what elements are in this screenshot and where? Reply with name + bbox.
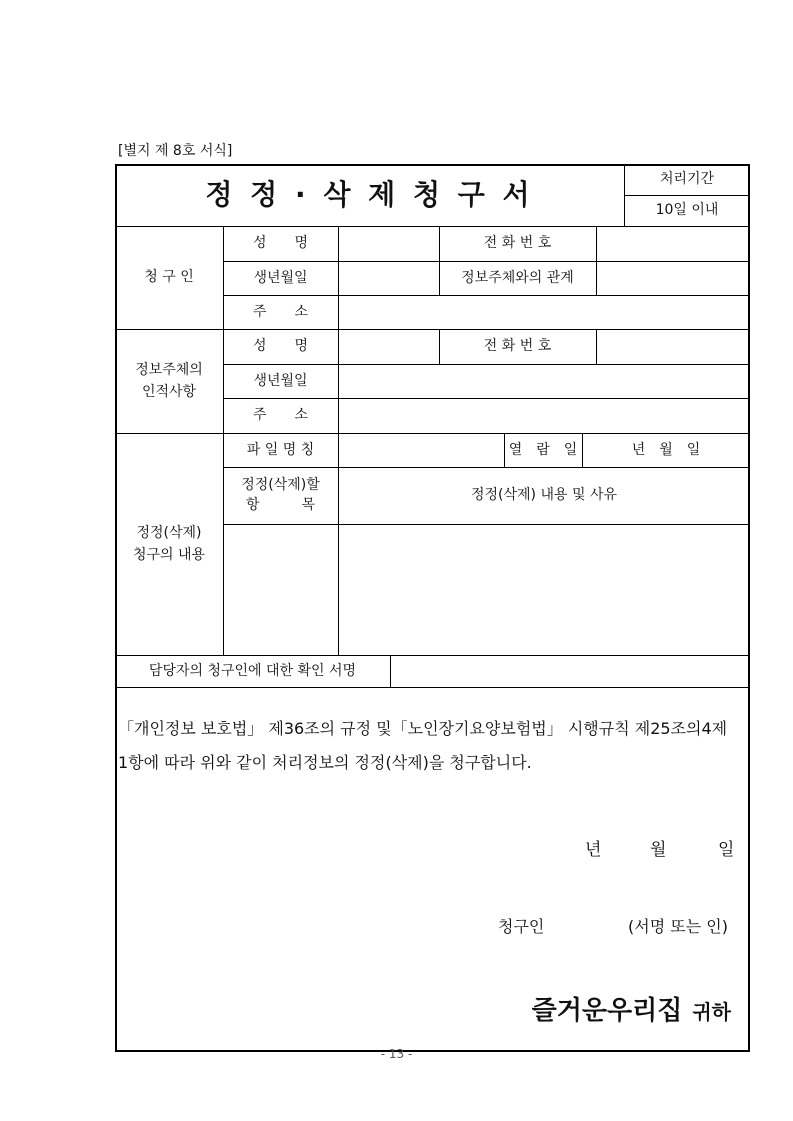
item-label-line2: 항 목 [245,496,316,513]
recipient [532,990,731,1027]
date-month: 월 [650,840,667,860]
content-label: 정정(삭제) 내용 및 사유 [471,487,617,504]
signature-note: (서명 또는 인) [628,917,728,936]
file-name-label: 파 일 명 칭 [246,441,315,458]
processing-value: 10일 이내 [655,202,719,219]
view-date-value: 년 월 일 [631,441,701,458]
subject-address-label: 주 소 [252,407,309,424]
recipient-suffix: 귀하 [692,1000,731,1024]
subject-section-line2: 인적사항 [141,384,197,400]
requester-birth-label: 생년월일 [253,269,308,286]
divider [338,226,339,655]
requester-name-label: 성 명 [252,235,309,252]
processing-label: 처리기간 [659,171,715,188]
form-label: [별지 제 8호 서식] [118,143,233,159]
item-label-line1: 정정(삭제)할 [241,476,320,493]
divider [115,687,750,688]
divider [390,655,391,687]
divider [223,524,750,525]
date-day: 일 [718,840,735,860]
request-section-line1: 정정(삭제) [136,524,202,541]
item-label [223,467,338,524]
subject-phone-label: 전 화 번 호 [483,338,552,355]
requester-relation-label: 정보주체와의 관계 [461,269,574,286]
requester-section-label: 청 구 인 [144,269,194,286]
requester-address-label: 주 소 [252,303,309,320]
page-number: - 13 - [380,1047,413,1061]
declaration-line2: 1항에 따라 위와 같이 처리정보의 정정(삭제)을 청구합니다. [118,753,532,772]
view-date-label: 열 람 일 [508,441,578,458]
signature-label: 청구인 [498,917,545,936]
request-section-line2: 청구의 내용 [132,547,206,563]
date-year: 년 [585,840,602,860]
declaration-line1: 「개인정보 보호법」 제36조의 규정 및「노인장기요양보험법」 시행규칙 제25조의4제 [118,719,728,738]
recipient-name: 즐거운우리집 [531,996,683,1026]
subject-name-label: 성 명 [252,338,309,355]
requester-phone-label: 전 화 번 호 [483,235,552,252]
divider [596,329,597,364]
confirm-signature-label: 담당자의 청구인에 대한 확인 서명 [148,662,357,679]
divider [596,226,597,295]
subject-section-line1: 정보주체의 [135,361,203,378]
request-section-label [115,433,223,655]
form-title: 정 정 · 삭 제 청 구 서 [205,177,534,211]
subject-section-label [115,329,223,433]
subject-birth-label: 생년월일 [253,372,308,389]
